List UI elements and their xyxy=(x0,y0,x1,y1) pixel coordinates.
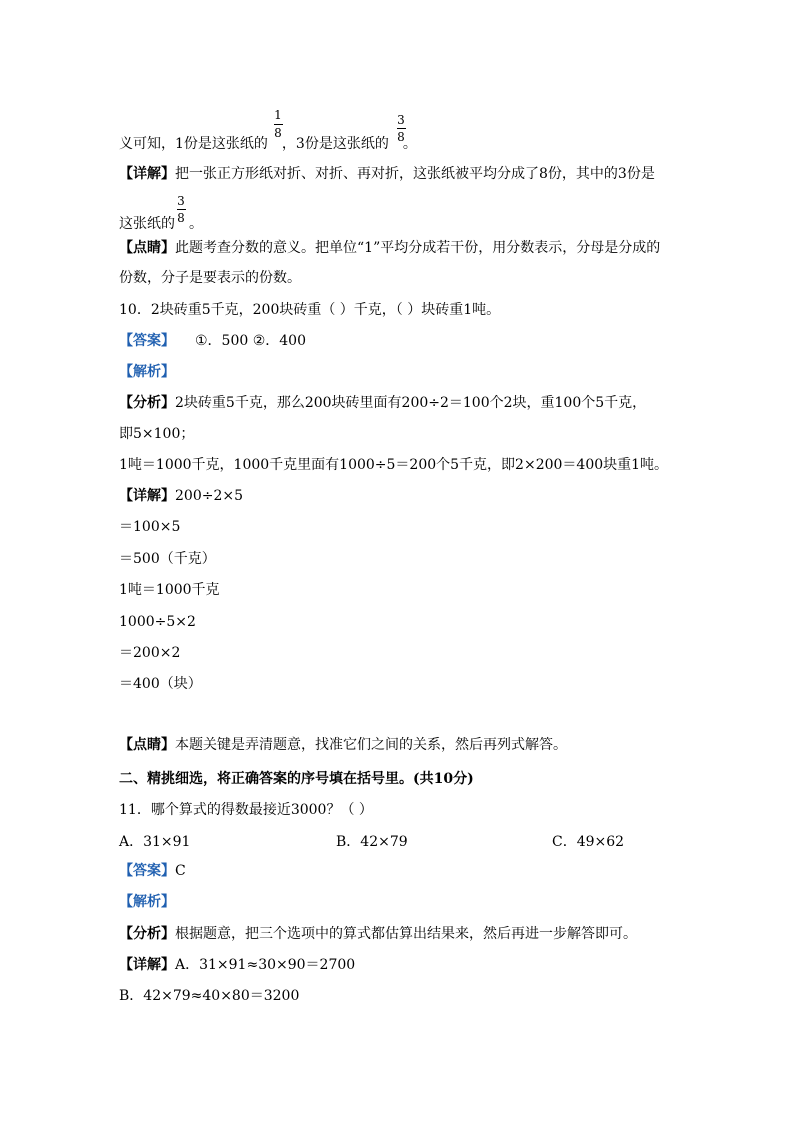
q11-option-a: A．31×91 xyxy=(119,834,191,850)
q10-detail-line-7: ＝400（块） xyxy=(119,676,202,692)
q9-point-line-2: 份数，分子是要表示的份数。 xyxy=(119,270,301,286)
q11-question: 11．哪个算式的得数最接近3000？（ ） xyxy=(119,802,373,818)
fraction-1-bar xyxy=(274,124,283,125)
fraction-2-denominator: 8 xyxy=(397,130,405,144)
q10-analysis-tag: 【解析】 xyxy=(119,364,175,380)
q11-option-b: B．42×79 xyxy=(336,834,408,850)
q10-question: 10．2块砖重5千克，200块砖重（ ）千克，（ ）块砖重1吨。 xyxy=(119,302,501,318)
fraction-3-numerator: 3 xyxy=(177,194,185,208)
fraction-2-numerator: 3 xyxy=(397,113,405,127)
q10-fenxi-line-1: 【分析】2块砖重5千克，那么200块砖里面有200÷2＝100个2块，重100个5千克， xyxy=(119,395,647,411)
q9-line-1: 义可知，1份是这张纸的 ，3份是这张纸的 。 xyxy=(119,136,417,152)
q9-detail-line-2: 这张纸的 。 xyxy=(119,216,203,232)
q10-point: 【点睛】本题关键是弄清题意，找准它们之间的关系，然后再列式解答。 xyxy=(119,737,567,753)
fraction-2-bar xyxy=(397,128,406,129)
q10-detail-line-4: 1吨＝1000千克 xyxy=(119,582,220,598)
q11-fenxi: 【分析】根据题意，把三个选项中的算式都估算出结果来，然后再进一步解答即可。 xyxy=(119,926,637,942)
section-2-title: 二、精挑细选，将正确答案的序号填在括号里。(共10分) xyxy=(119,771,474,787)
q9-detail-line-1: 【详解】把一张正方形纸对折、对折、再对折，这张纸被平均分成了8份，其中的3份是 xyxy=(119,166,655,182)
q11-detail-line-1: 【详解】A．31×91≈30×90＝2700 xyxy=(119,957,356,973)
q10-answer: 【答案】 ①．500 ②．400 xyxy=(119,333,306,349)
fraction-3-denominator: 8 xyxy=(177,211,185,225)
q10-detail-line-6: ＝200×2 xyxy=(119,645,181,661)
q11-analysis-tag: 【解析】 xyxy=(119,894,175,910)
q10-detail-line-1: 【详解】200÷2×5 xyxy=(119,488,243,504)
fraction-1-numerator: 1 xyxy=(274,108,282,122)
q10-detail-line-2: ＝100×5 xyxy=(119,519,181,535)
q11-answer: 【答案】C xyxy=(119,863,186,879)
fraction-1-denominator: 8 xyxy=(274,126,282,140)
q10-fenxi-line-3: 1吨＝1000千克，1000千克里面有1000÷5＝200个5千克，即2×200＝400块重1吨。 xyxy=(119,457,669,473)
q10-fenxi-line-2: 即5×100； xyxy=(119,426,195,442)
q9-point-line-1: 【点睛】此题考查分数的意义。把单位“1”平均分成若干份，用分数表示，分母是分成的 xyxy=(119,240,661,256)
q10-detail-line-3: ＝500（千克） xyxy=(119,551,216,567)
fraction-3-bar xyxy=(177,209,186,210)
q11-detail-line-2: B．42×79≈40×80＝3200 xyxy=(119,988,300,1004)
q10-detail-line-5: 1000÷5×2 xyxy=(119,614,196,630)
q11-option-c: C．49×62 xyxy=(552,834,625,850)
